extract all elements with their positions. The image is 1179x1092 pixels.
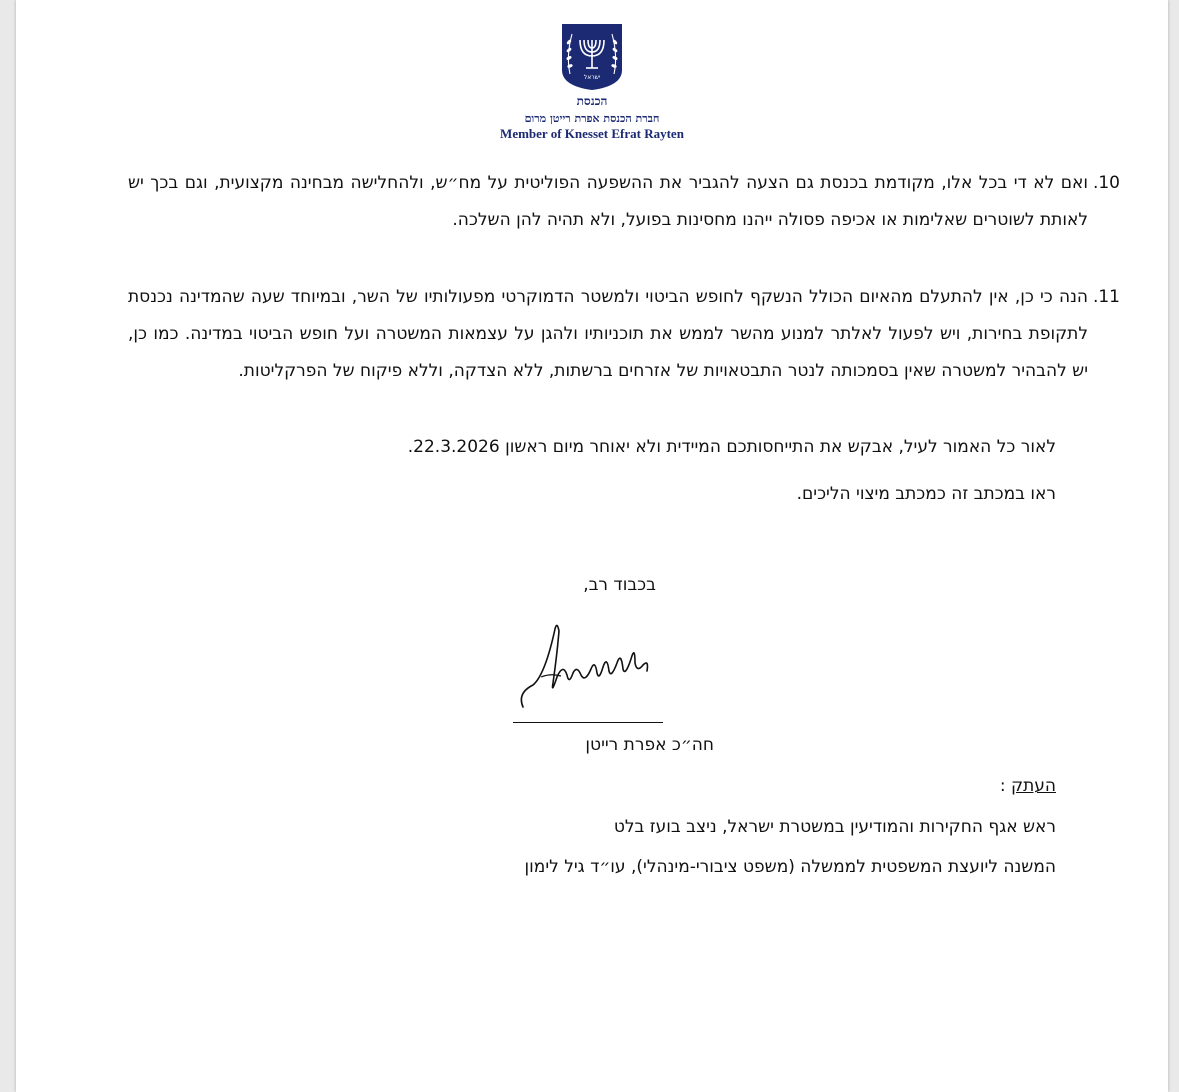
letter-page [16, 0, 1168, 1092]
request-paragraph: לאור כל האמור לעיל, אבקש את התייחסותכם המיידית ולא יאוחר מיום ראשון 22.3.2026. [407, 437, 1056, 457]
paragraph-item-11 [128, 279, 1120, 390]
paragraph-number: .11 [1092, 287, 1120, 307]
paragraph-number: .10 [1092, 173, 1120, 193]
cc-recipient: המשנה ליועצת המשפטית לממשלה (משפט ציבורי-מינהלי), עו״ד גיל לימון [524, 857, 1056, 877]
state-emblem-icon [560, 22, 624, 92]
cc-colon: : [999, 776, 1006, 796]
paragraph-item-10 [128, 165, 1120, 239]
handwritten-signature [511, 615, 671, 715]
emblem-text: ישראל [583, 74, 601, 81]
letterhead-knesset: הכנסת [576, 94, 608, 108]
cc-recipient: ראש אגף החקירות והמודיעין במשטרת ישראל, ניצב בועז בלט [613, 817, 1056, 837]
signature-line [513, 722, 663, 723]
exhaustion-note: ראו במכתב זה כמכתב מיצוי הליכים. [796, 484, 1056, 504]
signer-name: חה״כ אפרת רייטן [585, 735, 714, 755]
cc-label: העתק [1011, 776, 1056, 796]
letterhead [16, 22, 1168, 142]
closing: בכבוד רב, [583, 575, 656, 595]
letterhead-mk-hebrew: חברת הכנסת אפרת רייטן מרום [524, 112, 660, 125]
letterhead-mk-english: Member of Knesset Efrat Rayten [500, 126, 684, 141]
paragraph-text: הנה כי כן, אין להתעלם מהאיום הכולל הנשקף לחופש הביטוי ולמשטר הדמוקרטי מפעולותיו של השר, ובמיוחד שעה שהמדינה נכנסת לתקופת בחירות, ויש לפעול לאלתר למנוע מהשר לממש את תוכניותיו ולהגן על עצמאות המשטרה ועל חופש הביטוי במדינה. כמו כן, יש להבהיר למשטרה שאין בסמכותה לנטר התבטאויות של אזרחים ברשתות, ללא הצדקה, וללא פיקוח של הפרקליטות. [128, 287, 1088, 381]
cc-heading [1000, 776, 1056, 796]
paragraph-text: ואם לא די בכל אלו, מקודמת בכנסת גם הצעה להגביר את ההשפעה הפוליטית על מח״ש, ולהחלישה מבחינה מקצועית, וגם בכך יש לאותת לשוטרים שאלימות או אכיפה פסולה ייהנו מחסינות בפועל, ולא תהיה להן השלכה. [128, 173, 1088, 230]
